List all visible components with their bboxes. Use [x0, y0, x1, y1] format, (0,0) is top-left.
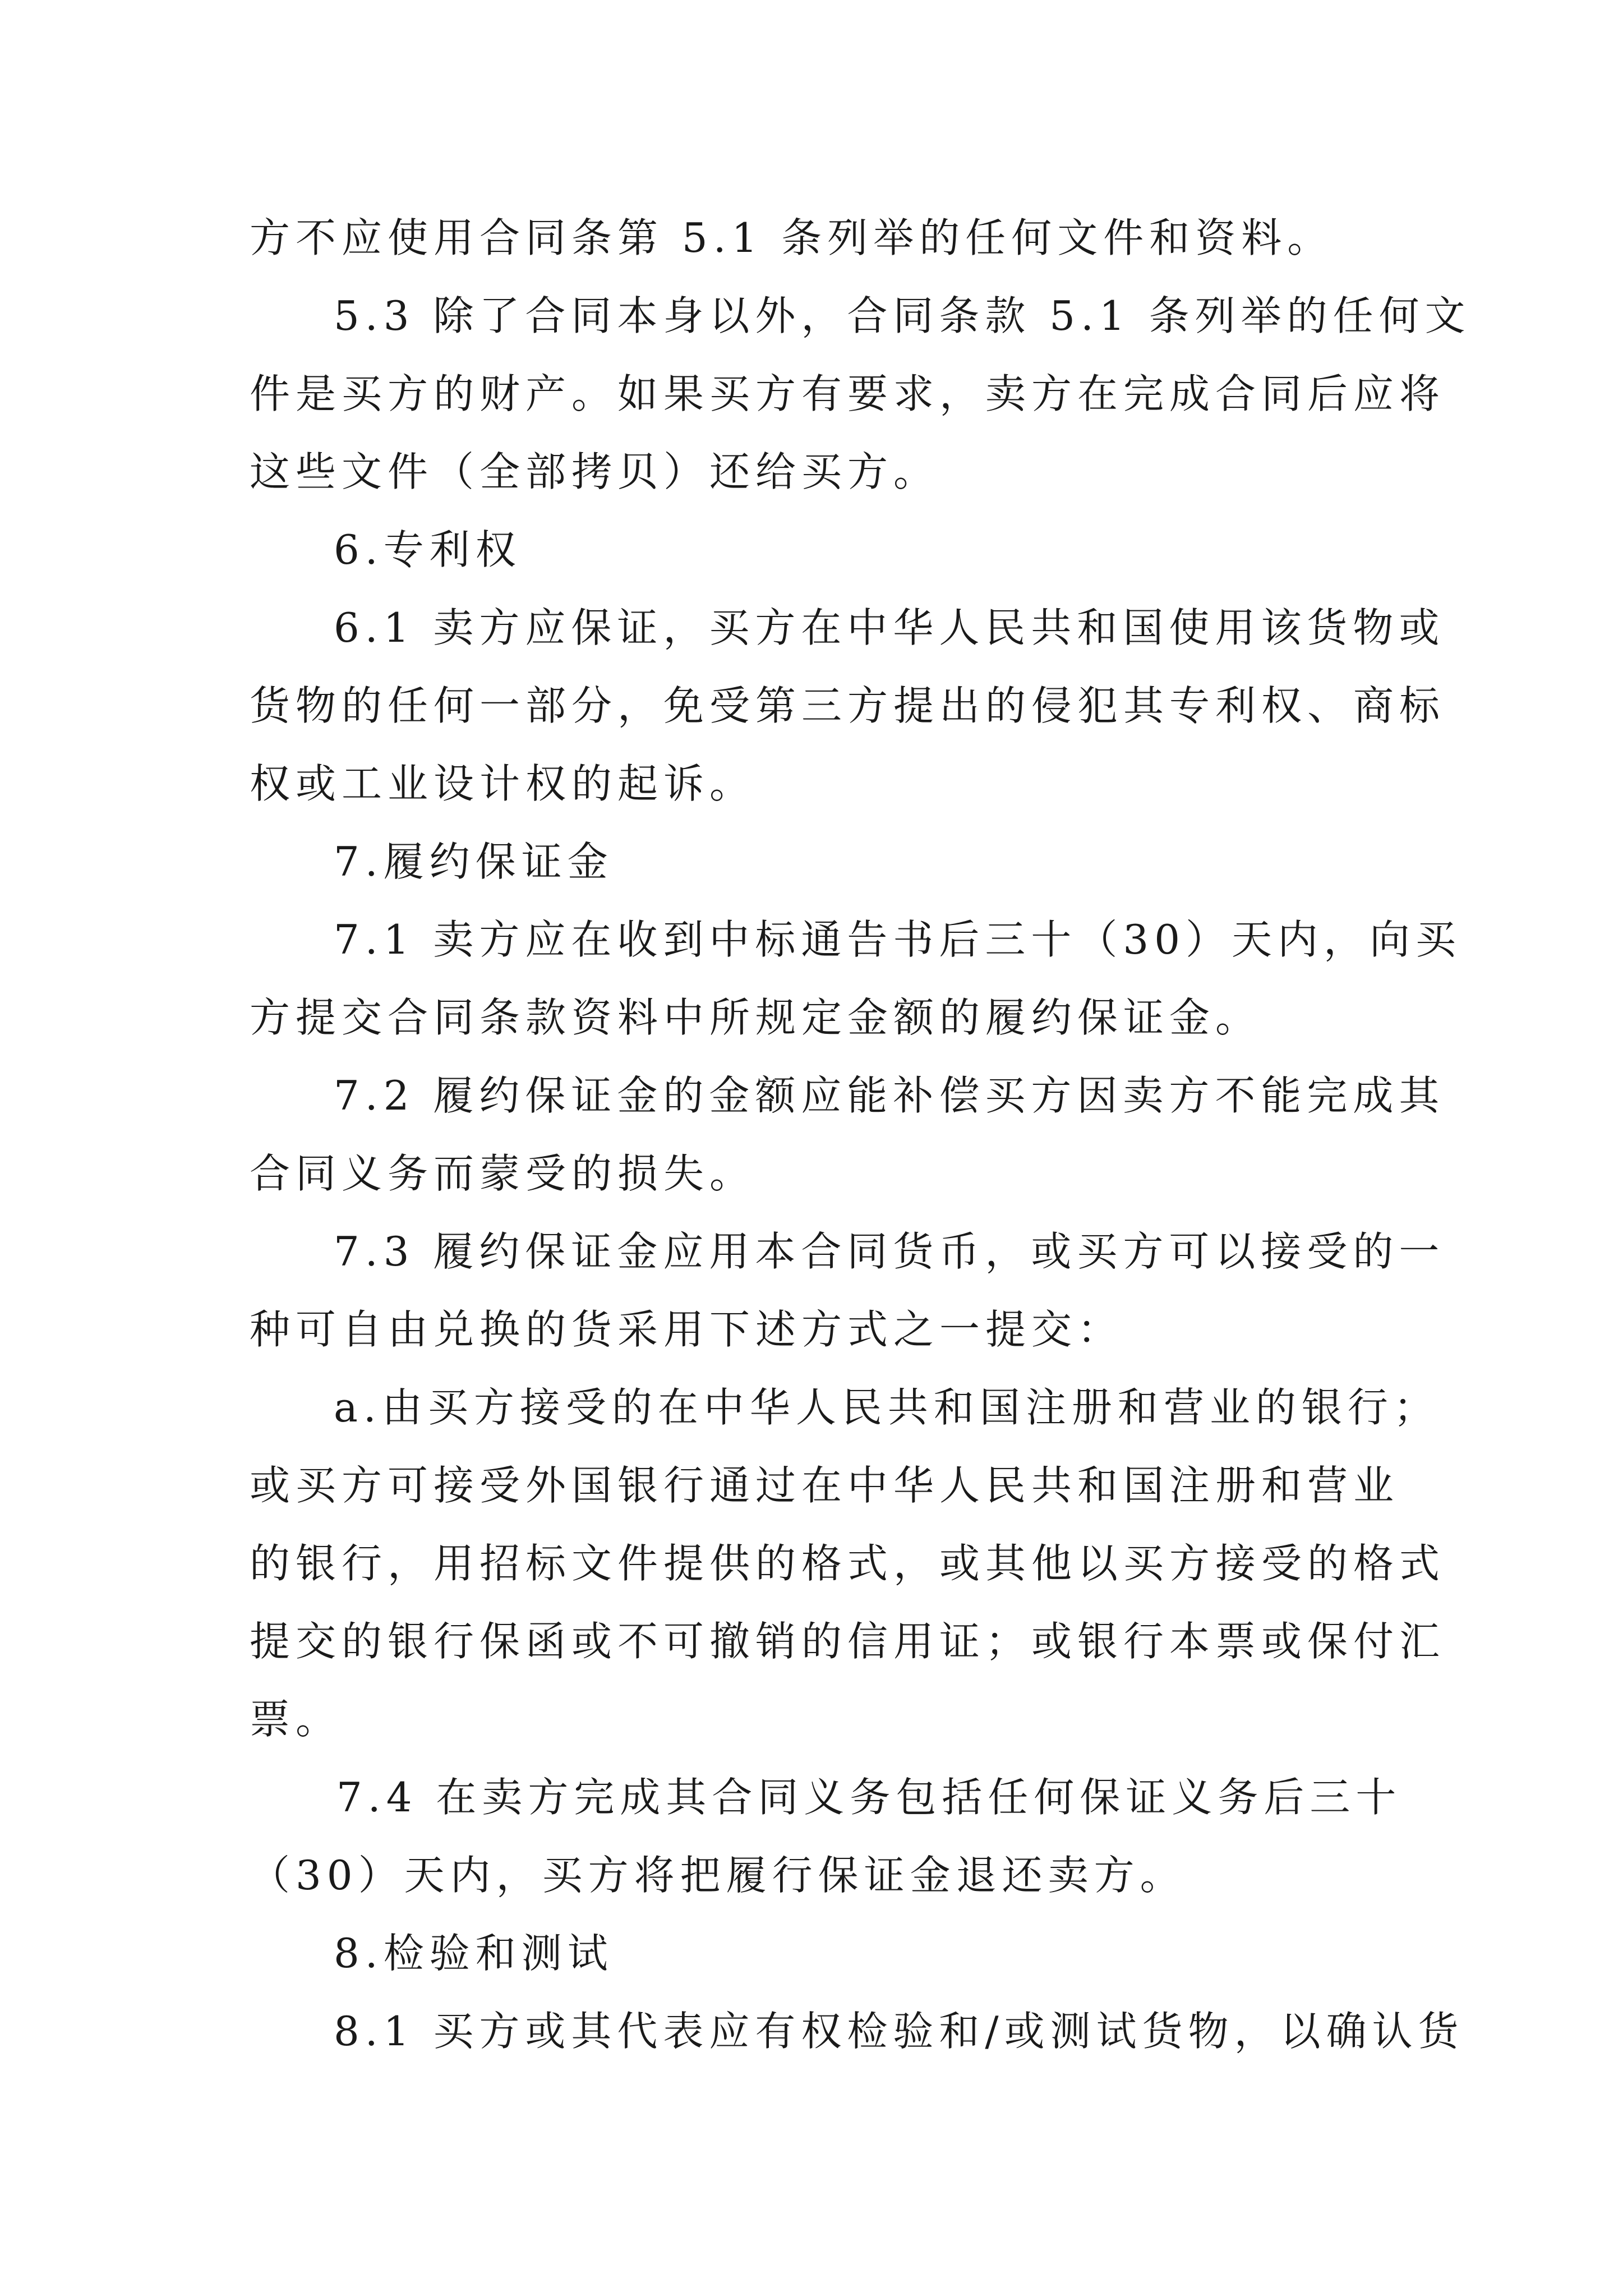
- text-line: 或买方可接受外国银行通过在中华人民共和国注册和营业: [250, 1462, 1400, 1509]
- text-line: 件是买方的财产。如果买方有要求，卖方在完成合同后应将: [250, 370, 1446, 417]
- section-heading-inspection: 8.检验和测试: [334, 1930, 614, 1977]
- clause-7-3-a-line: a.由买方接受的在中华人民共和国注册和营业的银行；: [334, 1384, 1440, 1431]
- text-line: 这些文件（全部拷贝）还给买方。: [250, 448, 940, 495]
- clause-7-4-line: 7.4 在卖方完成其合同义务包括任何保证义务后三十: [336, 1774, 1402, 1821]
- clause-7-1-line: 7.1 卖方应在收到中标通告书后三十（30）天内，向买: [334, 916, 1462, 963]
- text-line: 合同义务而蒙受的损失。: [250, 1150, 756, 1197]
- text-line: 的银行，用招标文件提供的格式，或其他以买方接受的格式: [250, 1540, 1446, 1587]
- text-line: 提交的银行保函或不可撤销的信用证；或银行本票或保付汇: [250, 1618, 1446, 1665]
- clause-6-1-line: 6.1 卖方应保证，买方在中华人民共和国使用该货物或: [334, 604, 1445, 651]
- clause-5-3-line: 5.3 除了合同本身以外，合同条款 5.1 条列举的任何文: [334, 292, 1471, 339]
- text-line: （30）天内，买方将把履行保证金退还卖方。: [250, 1852, 1186, 1899]
- clause-8-1-line: 8.1 买方或其代表应有权检验和/或测试货物，以确认货: [334, 2008, 1464, 2055]
- document-body: [250, 199, 1471, 2070]
- text-line: 货物的任何一部分，免受第三方提出的侵犯其专利权、商标: [250, 682, 1446, 729]
- section-heading-performance-bond: 7.履约保证金: [334, 838, 614, 885]
- text-line: 方不应使用合同条第 5.1 条列举的任何文件和资料。: [250, 214, 1334, 261]
- clause-7-2-line: 7.2 履约保证金的金额应能补偿买方因卖方不能完成其: [334, 1072, 1445, 1119]
- section-heading-patent: 6.专利权: [334, 526, 522, 573]
- text-line: 种可自由兑换的货采用下述方式之一提交：: [250, 1306, 1124, 1353]
- text-line: 票。: [250, 1696, 342, 1743]
- clause-7-3-line: 7.3 履约保证金应用本合同货币，或买方可以接受的一: [334, 1228, 1445, 1275]
- text-line: 权或工业设计权的起诉。: [250, 760, 756, 807]
- text-line: 方提交合同条款资料中所规定金额的履约保证金。: [250, 994, 1262, 1041]
